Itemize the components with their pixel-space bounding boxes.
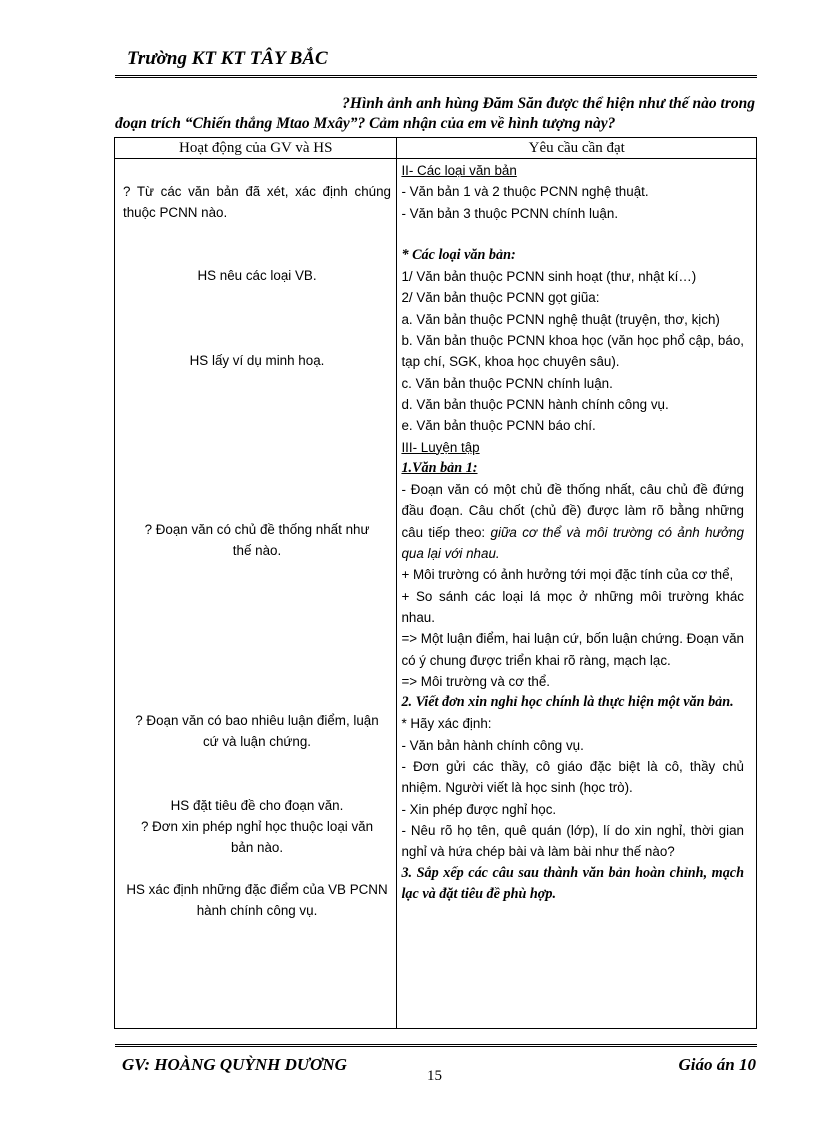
left-item: HS xác định những đặc điểm của VB PCNN hành chính công vụ. <box>126 882 388 919</box>
requirement-line: d. Văn bản thuộc PCNN hành chính công vụ. <box>401 396 669 412</box>
page-number: 15 <box>427 1068 442 1084</box>
subsection-title: 2. Viết đơn xin nghỉ học chính là thực hiện một văn bản. <box>401 694 734 711</box>
lesson-table <box>114 137 757 1029</box>
teacher-name: GV: HOÀNG QUỲNH DƯƠNG <box>122 1055 347 1074</box>
left-item: HS lấy ví dụ minh hoạ. <box>189 353 325 368</box>
intro-line-2: đoạn trích “Chiến thắng Mtao Mxây”? Cảm nhận của em về hình tượng này? <box>115 115 616 132</box>
section-title: II- Các loại văn bản <box>401 163 517 178</box>
column-header-activities: Hoạt động của GV và HS <box>115 138 397 159</box>
left-item: ? Đơn xin phép nghỉ học thuộc loại văn bản nào. <box>140 819 374 856</box>
requirement-line: + So sánh các loại lá mọc ở những môi trường khác nhau. <box>401 588 744 625</box>
requirement-line: * Hãy xác định: <box>401 716 492 732</box>
requirement-text: - Đoạn văn có một chủ đề thống nhất, câu chủ đề đứng đầu đoạn. Câu chốt (chủ đề) được làm rõ bằng những câu tiếp theo: <box>401 482 744 540</box>
requirement-line: 2/ Văn bản thuộc PCNN gọt giũa: <box>401 290 600 306</box>
intro-line-1: ?Hình ảnh anh hùng Đăm Săn được thể hiện như thế nào trong <box>342 95 755 112</box>
table-body-row <box>115 159 757 1029</box>
requirement-line: 1/ Văn bản thuộc PCNN sinh hoạt (thư, nhật kí…) <box>401 269 697 285</box>
left-item: HS đặt tiêu đề cho đoạn văn. <box>170 798 344 813</box>
requirement-line: - Văn bản 3 thuộc PCNN chính luận. <box>401 205 619 221</box>
document-title: Giáo án 10 <box>678 1055 756 1074</box>
requirement-line: - Xin phép được nghỉ học. <box>401 801 557 817</box>
section-title: III- Luyện tập <box>401 439 480 455</box>
school-name: Trường KT KT TÂY BẮC <box>127 48 328 69</box>
subsection-title: * Các loại văn bản: <box>401 246 516 263</box>
requirement-paragraph <box>401 479 744 564</box>
subsection-title: 3. Sắp xếp các câu sau thành văn bản hoàn chỉnh, mạch lạc và đặt tiêu đề phù hợp. <box>401 864 744 902</box>
column-header-requirements: Yêu cầu cần đạt <box>397 138 757 159</box>
requirement-line: - Nêu rõ họ tên, quê quán (lớp), lí do xin nghỉ, thời gian nghỉ và hứa chép bài và làm bài như thế nào? <box>401 822 744 860</box>
left-item: ? Đoạn văn có chủ đề thống nhất như thế nào. <box>144 522 370 559</box>
requirement-line: - Văn bản 1 và 2 thuộc PCNN nghệ thuật. <box>401 184 649 200</box>
left-item: ? Đoạn văn có bao nhiêu luận điểm, luận cứ và luận chứng. <box>135 713 379 750</box>
intro-question <box>115 94 755 134</box>
requirements-cell <box>397 159 757 1029</box>
footer-rule <box>115 1044 757 1047</box>
requirement-line: => Một luận điểm, hai luận cứ, bốn luận chứng. Đoạn văn có ý chung được triển khai rõ ràng, mạch lạc. <box>401 631 744 668</box>
left-item: ? Từ các văn bản đã xét, xác định chúng thuộc PCNN nào. <box>123 184 391 221</box>
requirement-line: e. Văn bản thuộc PCNN báo chí. <box>401 418 596 434</box>
left-item: HS nêu các loại VB. <box>197 268 317 283</box>
requirement-line: + Môi trường có ảnh hưởng tới mọi đặc tính của cơ thể, <box>401 567 734 583</box>
header-rule <box>115 75 757 78</box>
requirement-quote: giữa cơ thể và môi trường có ảnh hưởng qua lại với nhau. <box>401 524 745 562</box>
subsection-title: 1.Văn bản 1: <box>401 459 478 476</box>
requirement-line: c. Văn bản thuộc PCNN chính luận. <box>401 375 613 391</box>
table-header-row <box>115 138 757 159</box>
activities-cell <box>115 159 397 1029</box>
requirement-line: => Môi trường và cơ thể. <box>401 673 551 689</box>
requirement-line: - Văn bản hành chính công vụ. <box>401 737 584 753</box>
requirement-line: - Đơn gửi các thầy, cô giáo đặc biệt là cô, thầy chủ nhiệm. Người viết là học sinh (học trò). <box>401 759 744 796</box>
requirement-line: a. Văn bản thuộc PCNN nghệ thuật (truyện, thơ, kịch) <box>401 311 720 327</box>
requirement-line: b. Văn bản thuộc PCNN khoa học (văn học phổ cập, báo, tạp chí, SGK, khoa học chuyên sâu). <box>401 333 744 370</box>
